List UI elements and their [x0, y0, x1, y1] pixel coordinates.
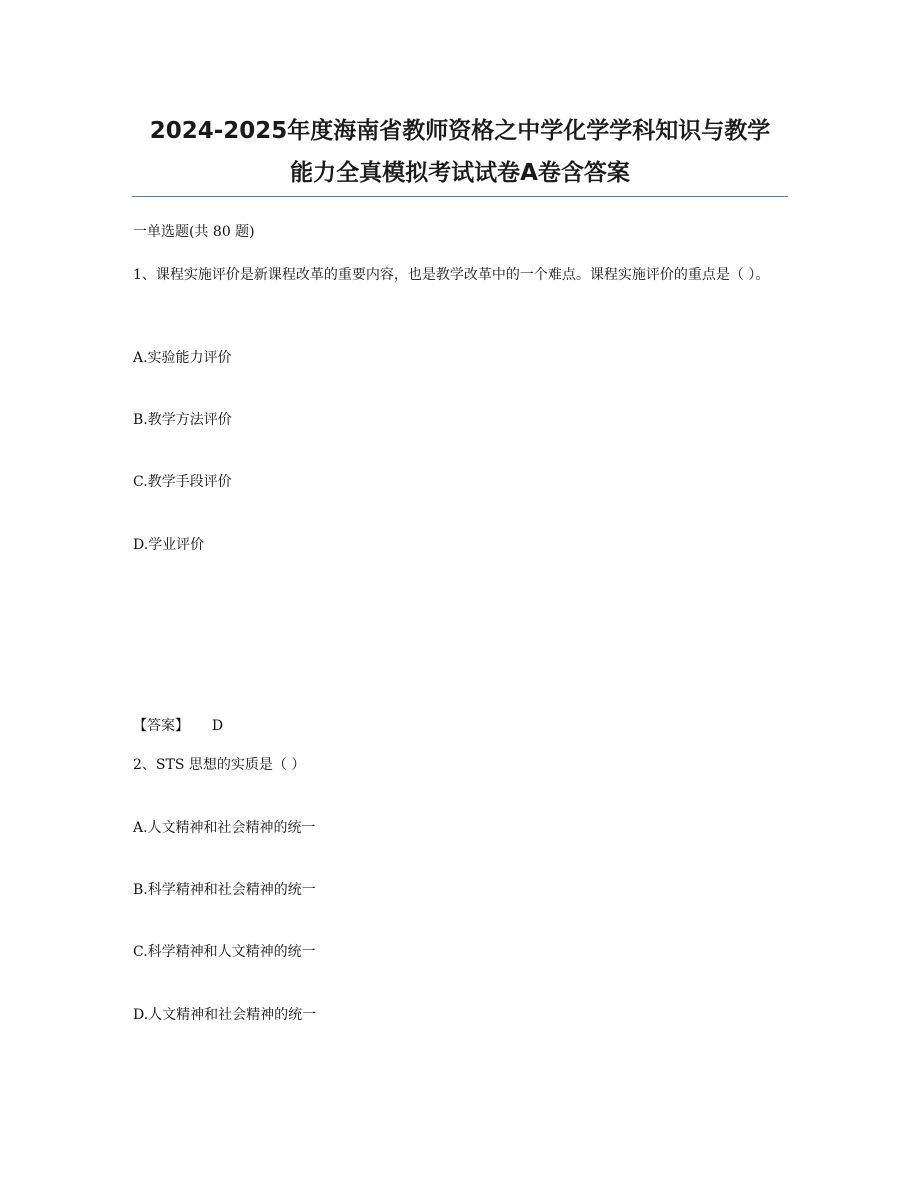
question-1-text: 1、课程实施评价是新课程改革的重要内容，也是教学改革中的一个难点。课程实施评价的重点是（ ）。	[133, 267, 770, 283]
answer-label: 【答案】	[133, 718, 189, 734]
title-divider	[132, 196, 788, 197]
question-1-answer	[133, 716, 223, 736]
question-2-option-c: C.科学精神和人文精神的统一	[133, 944, 316, 960]
question-2-text: 2、STS 思想的实质是（ ）	[133, 757, 306, 773]
document-title-line1: 2024-2025年度海南省教师资格之中学化学学科知识与教学	[149, 118, 771, 144]
document-title-line2: 能力全真模拟考试试卷A卷含答案	[290, 160, 630, 186]
question-2-option-d: D.人文精神和社会精神的统一	[133, 1007, 317, 1023]
section-heading: 一单选题(共 80 题)	[133, 224, 255, 240]
question-2-option-a: A.人文精神和社会精神的统一	[133, 820, 316, 836]
question-1-option-d: D.学业评价	[133, 537, 205, 553]
question-1-option-c: C.教学手段评价	[133, 474, 232, 490]
question-1-option-a: A.实验能力评价	[133, 350, 232, 366]
answer-value: D	[211, 718, 224, 734]
question-2-option-b: B.科学精神和社会精神的统一	[133, 882, 316, 898]
question-1-option-b: B.教学方法评价	[133, 412, 232, 428]
